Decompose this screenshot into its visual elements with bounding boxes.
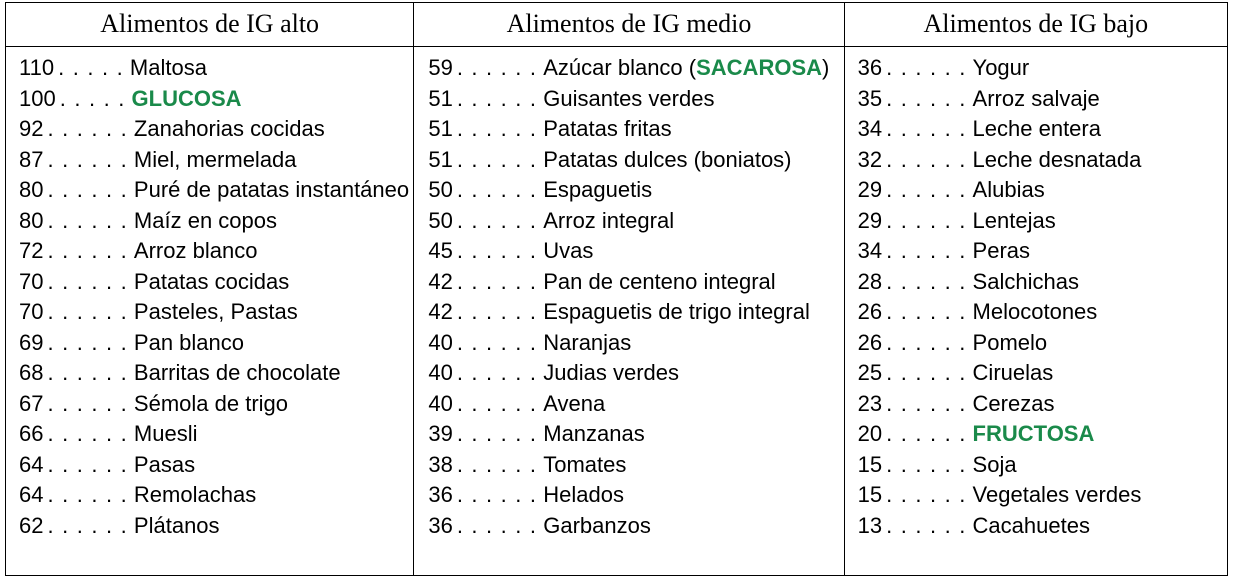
dot-leader: . . . . . . (456, 329, 538, 355)
gi-value: 45 (428, 238, 453, 263)
dot-leader: . . . . . . (456, 512, 538, 538)
food-row (6, 450, 413, 481)
gi-value: 26 (857, 299, 883, 324)
gi-value: 23 (857, 390, 883, 416)
food-name-text: Yogur (972, 55, 1030, 80)
gi-value: 100 (19, 85, 56, 111)
food-row (6, 297, 413, 328)
dot-leader: . . . . . . (886, 177, 967, 202)
dot-leader: . . . . . . (456, 299, 538, 324)
food-name (973, 84, 1100, 115)
gi-value: 92 (19, 116, 44, 141)
gi-value: 39 (428, 421, 453, 446)
food-row (414, 419, 843, 450)
gi-value: 32 (857, 146, 883, 172)
gi-value: 25 (857, 360, 883, 385)
food-name-text: Ciruelas (972, 360, 1054, 385)
food-name (134, 114, 325, 145)
dot-leader: . . . . . . (47, 451, 128, 477)
food-row (845, 145, 1227, 176)
gi-value: 29 (857, 177, 883, 202)
dot-leader: . . . . . . (886, 299, 967, 324)
food-name-text: Lentejas (972, 207, 1056, 233)
gi-value: 59 (428, 55, 453, 80)
food-name (134, 206, 277, 237)
gi-value: 36 (857, 55, 883, 80)
food-name-text: Judias verdes (543, 360, 679, 385)
food-row (6, 53, 413, 84)
food-name (973, 206, 1056, 237)
dot-leader: . . . . . . (886, 146, 967, 172)
food-name (134, 358, 341, 389)
gi-value: 36 (428, 482, 453, 507)
gi-value: 80 (19, 177, 44, 202)
food-row (414, 511, 843, 542)
food-row (845, 114, 1227, 145)
gi-value: 40 (428, 360, 453, 385)
food-name-text: Naranjas (543, 329, 632, 355)
food-name (543, 480, 624, 511)
dot-leader: . . . . . . (47, 421, 128, 446)
dot-leader: . . . . . . (47, 390, 128, 416)
dot-leader: . . . . . . (886, 207, 967, 233)
dot-leader: . . . . . . (456, 116, 538, 141)
dot-leader: . . . . . . (456, 390, 538, 416)
food-name (134, 480, 256, 511)
food-row (845, 511, 1227, 542)
glycemic-index-table (5, 2, 1228, 576)
gi-value: 66 (19, 421, 44, 446)
food-name (543, 206, 674, 237)
dot-leader: . . . . . . (47, 146, 128, 172)
food-name (134, 297, 298, 328)
dot-leader: . . . . . . (47, 207, 128, 233)
dot-leader: . . . . . . (886, 360, 967, 385)
food-row (414, 84, 843, 115)
food-row (414, 145, 843, 176)
dot-leader: . . . . . (59, 85, 126, 111)
dot-leader: . . . . . . (47, 512, 128, 538)
food-name-text: Alubias (972, 177, 1045, 202)
food-name (543, 145, 791, 176)
food-name (973, 267, 1079, 298)
dot-leader: . . . . . . (886, 390, 967, 416)
food-row (6, 389, 413, 420)
food-name (134, 175, 409, 206)
food-name-text: Maltosa (129, 55, 207, 80)
food-row (845, 84, 1227, 115)
food-name-text: Sémola de trigo (133, 390, 289, 416)
gi-value: 62 (19, 512, 44, 538)
gi-value: 110 (19, 55, 55, 80)
dot-leader: . . . . . . (886, 55, 967, 80)
food-name (543, 53, 829, 84)
food-name-text: Pan de centeno integral (543, 268, 776, 294)
column-rows-medium (414, 47, 843, 541)
food-name (973, 358, 1054, 389)
food-row (6, 114, 413, 145)
dot-leader: . . . . . . (456, 482, 538, 507)
food-row (414, 389, 843, 420)
gi-value: 42 (428, 299, 453, 324)
gi-value: 26 (857, 329, 883, 355)
food-row (845, 297, 1227, 328)
dot-leader: . . . . . . (47, 482, 128, 507)
gi-value: 80 (19, 207, 44, 233)
gi-value: 50 (428, 177, 453, 202)
food-name-text: Patatas fritas (543, 116, 672, 141)
food-name-text: Espaguetis (543, 177, 653, 202)
dot-leader: . . . . . . (886, 329, 967, 355)
food-name (134, 267, 289, 298)
food-name (132, 84, 242, 115)
dot-leader: . . . . . . (456, 421, 538, 446)
food-name (134, 419, 198, 450)
food-name (543, 389, 605, 420)
food-row (845, 389, 1227, 420)
food-name-text: Avena (543, 390, 606, 416)
column-header-low: Alimentos de IG bajo (845, 3, 1227, 47)
dot-leader: . . . . . . (886, 512, 967, 538)
food-row (414, 267, 843, 298)
food-name (973, 236, 1030, 267)
food-name-text: Melocotones (972, 299, 1098, 324)
gi-value: 42 (428, 268, 453, 294)
dot-leader: . . . . . . (456, 238, 538, 263)
food-name (543, 511, 651, 542)
dot-leader: . . . . . . (886, 268, 967, 294)
gi-value: 67 (19, 390, 44, 416)
dot-leader: . . . . . . (47, 177, 128, 202)
gi-value: 69 (19, 329, 44, 355)
column-low-gi (844, 3, 1227, 575)
food-name (543, 419, 645, 450)
dot-leader: . . . . . . (456, 207, 538, 233)
food-row (414, 114, 843, 145)
food-row (845, 206, 1227, 237)
dot-leader: . . . . . . (886, 238, 967, 263)
gi-value: 50 (428, 207, 453, 233)
food-row (6, 419, 413, 450)
gi-value: 20 (857, 421, 883, 446)
food-name-text: Remolachas (133, 482, 257, 507)
highlighted-sugar: SACAROSA (696, 55, 823, 80)
food-name-text: Pan blanco (133, 329, 245, 355)
food-name-text: Guisantes verdes (543, 85, 715, 111)
food-row (6, 358, 413, 389)
food-name-text: Patatas cocidas (133, 268, 290, 294)
food-row (6, 267, 413, 298)
food-row (6, 328, 413, 359)
food-name-text: Miel, mermelada (133, 146, 297, 172)
food-name (134, 145, 297, 176)
food-name-text: Pomelo (972, 329, 1048, 355)
food-row (845, 267, 1227, 298)
food-name-text: Cerezas (972, 390, 1055, 416)
highlighted-sugar: FRUCTOSA (972, 421, 1095, 446)
food-name-text: Cacahuetes (972, 512, 1090, 538)
column-header-high: Alimentos de IG alto (6, 3, 413, 47)
food-row (414, 358, 843, 389)
gi-value: 70 (19, 299, 44, 324)
food-row (6, 236, 413, 267)
gi-value: 13 (857, 512, 883, 538)
food-name (543, 328, 631, 359)
highlighted-sugar: GLUCOSA (131, 85, 242, 111)
food-name-text: Vegetales verdes (972, 482, 1142, 507)
food-name (973, 419, 1095, 450)
food-name (543, 84, 714, 115)
food-name (973, 328, 1048, 359)
gi-value: 40 (428, 329, 453, 355)
gi-value: 29 (857, 207, 883, 233)
food-name (973, 175, 1045, 206)
gi-value: 70 (19, 268, 44, 294)
food-name-text: Uvas (543, 238, 594, 263)
food-row (845, 236, 1227, 267)
dot-leader: . . . . . . (886, 482, 967, 507)
food-name-text: Leche entera (972, 116, 1101, 141)
food-name-text: Pasas (133, 451, 196, 477)
food-name (130, 53, 207, 84)
food-row (845, 175, 1227, 206)
gi-value: 38 (428, 451, 453, 477)
gi-value: 34 (857, 116, 883, 141)
gi-value: 51 (428, 116, 453, 141)
gi-value: 36 (428, 512, 453, 538)
gi-value: 15 (857, 482, 883, 507)
food-name (543, 358, 679, 389)
food-name-suffix: ) (822, 55, 830, 80)
food-name (543, 114, 671, 145)
food-name (543, 297, 810, 328)
dot-leader: . . . . . . (886, 421, 967, 446)
food-row (414, 328, 843, 359)
food-name-text: Salchichas (972, 268, 1079, 294)
dot-leader: . . . . . . (886, 85, 967, 111)
dot-leader: . . . . . . (456, 360, 538, 385)
food-name-text: Peras (972, 238, 1031, 263)
food-name-text: Arroz blanco (133, 238, 258, 263)
food-name (973, 480, 1142, 511)
food-row (414, 480, 843, 511)
food-row (414, 175, 843, 206)
food-name-text: Zanahorias cocidas (133, 116, 325, 141)
dot-leader: . . . . . . (47, 329, 128, 355)
column-high-gi (6, 3, 413, 575)
food-row (6, 511, 413, 542)
dot-leader: . . . . . . (886, 451, 967, 477)
dot-leader: . . . . . . (47, 268, 128, 294)
column-rows-low (845, 47, 1227, 541)
dot-leader: . . . . . . (456, 146, 538, 172)
food-name-text: Plátanos (133, 512, 220, 538)
gi-value: 40 (428, 390, 453, 416)
food-name (973, 145, 1142, 176)
food-row (6, 175, 413, 206)
food-row (414, 450, 843, 481)
food-name (973, 511, 1090, 542)
column-medium-gi (413, 3, 843, 575)
gi-value: 51 (428, 146, 453, 172)
food-row (845, 53, 1227, 84)
food-name-text: Pasteles, Pastas (133, 299, 298, 324)
food-name-text: Muesli (133, 421, 198, 446)
dot-leader: . . . . . . (886, 116, 967, 141)
food-name-text: Soja (972, 451, 1017, 477)
food-row (6, 84, 413, 115)
gi-value: 68 (19, 360, 44, 385)
gi-value: 51 (428, 85, 453, 111)
food-row (845, 358, 1227, 389)
food-name-text: Espaguetis de trigo integral (543, 299, 810, 324)
dot-leader: . . . . . . (456, 268, 538, 294)
food-name (134, 450, 195, 481)
gi-value: 87 (19, 146, 44, 172)
food-name-text: Arroz salvaje (972, 85, 1100, 111)
food-name-text: Tomates (543, 451, 627, 477)
food-name (973, 114, 1101, 145)
food-name (134, 389, 288, 420)
dot-leader: . . . . . . (47, 360, 128, 385)
food-name (134, 328, 244, 359)
food-name (543, 267, 775, 298)
food-name-text: Leche desnatada (972, 146, 1142, 172)
dot-leader: . . . . . . (456, 85, 538, 111)
dot-leader: . . . . . . (47, 116, 128, 141)
food-name (973, 450, 1017, 481)
dot-leader: . . . . . . (456, 451, 538, 477)
food-name-text: Arroz integral (543, 207, 675, 233)
food-name-text: Barritas de chocolate (133, 360, 341, 385)
column-rows-high (6, 47, 413, 541)
food-name (543, 236, 593, 267)
food-row (845, 419, 1227, 450)
food-row (414, 297, 843, 328)
food-row (6, 206, 413, 237)
gi-value: 64 (19, 451, 44, 477)
column-header-medium: Alimentos de IG medio (414, 3, 843, 47)
food-name-text: Puré de patatas instantáneo (133, 177, 410, 202)
gi-value: 35 (857, 85, 883, 111)
food-name (973, 297, 1098, 328)
food-name (543, 450, 626, 481)
food-row (414, 206, 843, 237)
gi-value: 72 (19, 238, 44, 263)
food-name (134, 236, 258, 267)
dot-leader: . . . . . . (47, 299, 128, 324)
food-name (973, 53, 1030, 84)
food-row (845, 450, 1227, 481)
gi-value: 64 (19, 482, 44, 507)
food-name-text: Garbanzos (543, 512, 651, 538)
food-name-text: Manzanas (543, 421, 645, 446)
food-name-prefix: Azúcar blanco ( (543, 55, 697, 80)
dot-leader: . . . . . (58, 55, 124, 80)
food-row (845, 328, 1227, 359)
dot-leader: . . . . . . (456, 55, 538, 80)
gi-value: 15 (857, 451, 883, 477)
gi-value: 28 (857, 268, 883, 294)
food-row (845, 480, 1227, 511)
food-name-text: Patatas dulces (boniatos) (543, 146, 792, 172)
food-name-text: Maíz en copos (133, 207, 277, 233)
food-name (973, 389, 1055, 420)
food-row (414, 53, 843, 84)
food-row (6, 480, 413, 511)
food-row (6, 145, 413, 176)
gi-value: 34 (857, 238, 883, 263)
food-name-text: Helados (543, 482, 624, 507)
food-name (134, 511, 220, 542)
food-row (414, 236, 843, 267)
dot-leader: . . . . . . (47, 238, 128, 263)
food-name (543, 175, 652, 206)
dot-leader: . . . . . . (456, 177, 538, 202)
